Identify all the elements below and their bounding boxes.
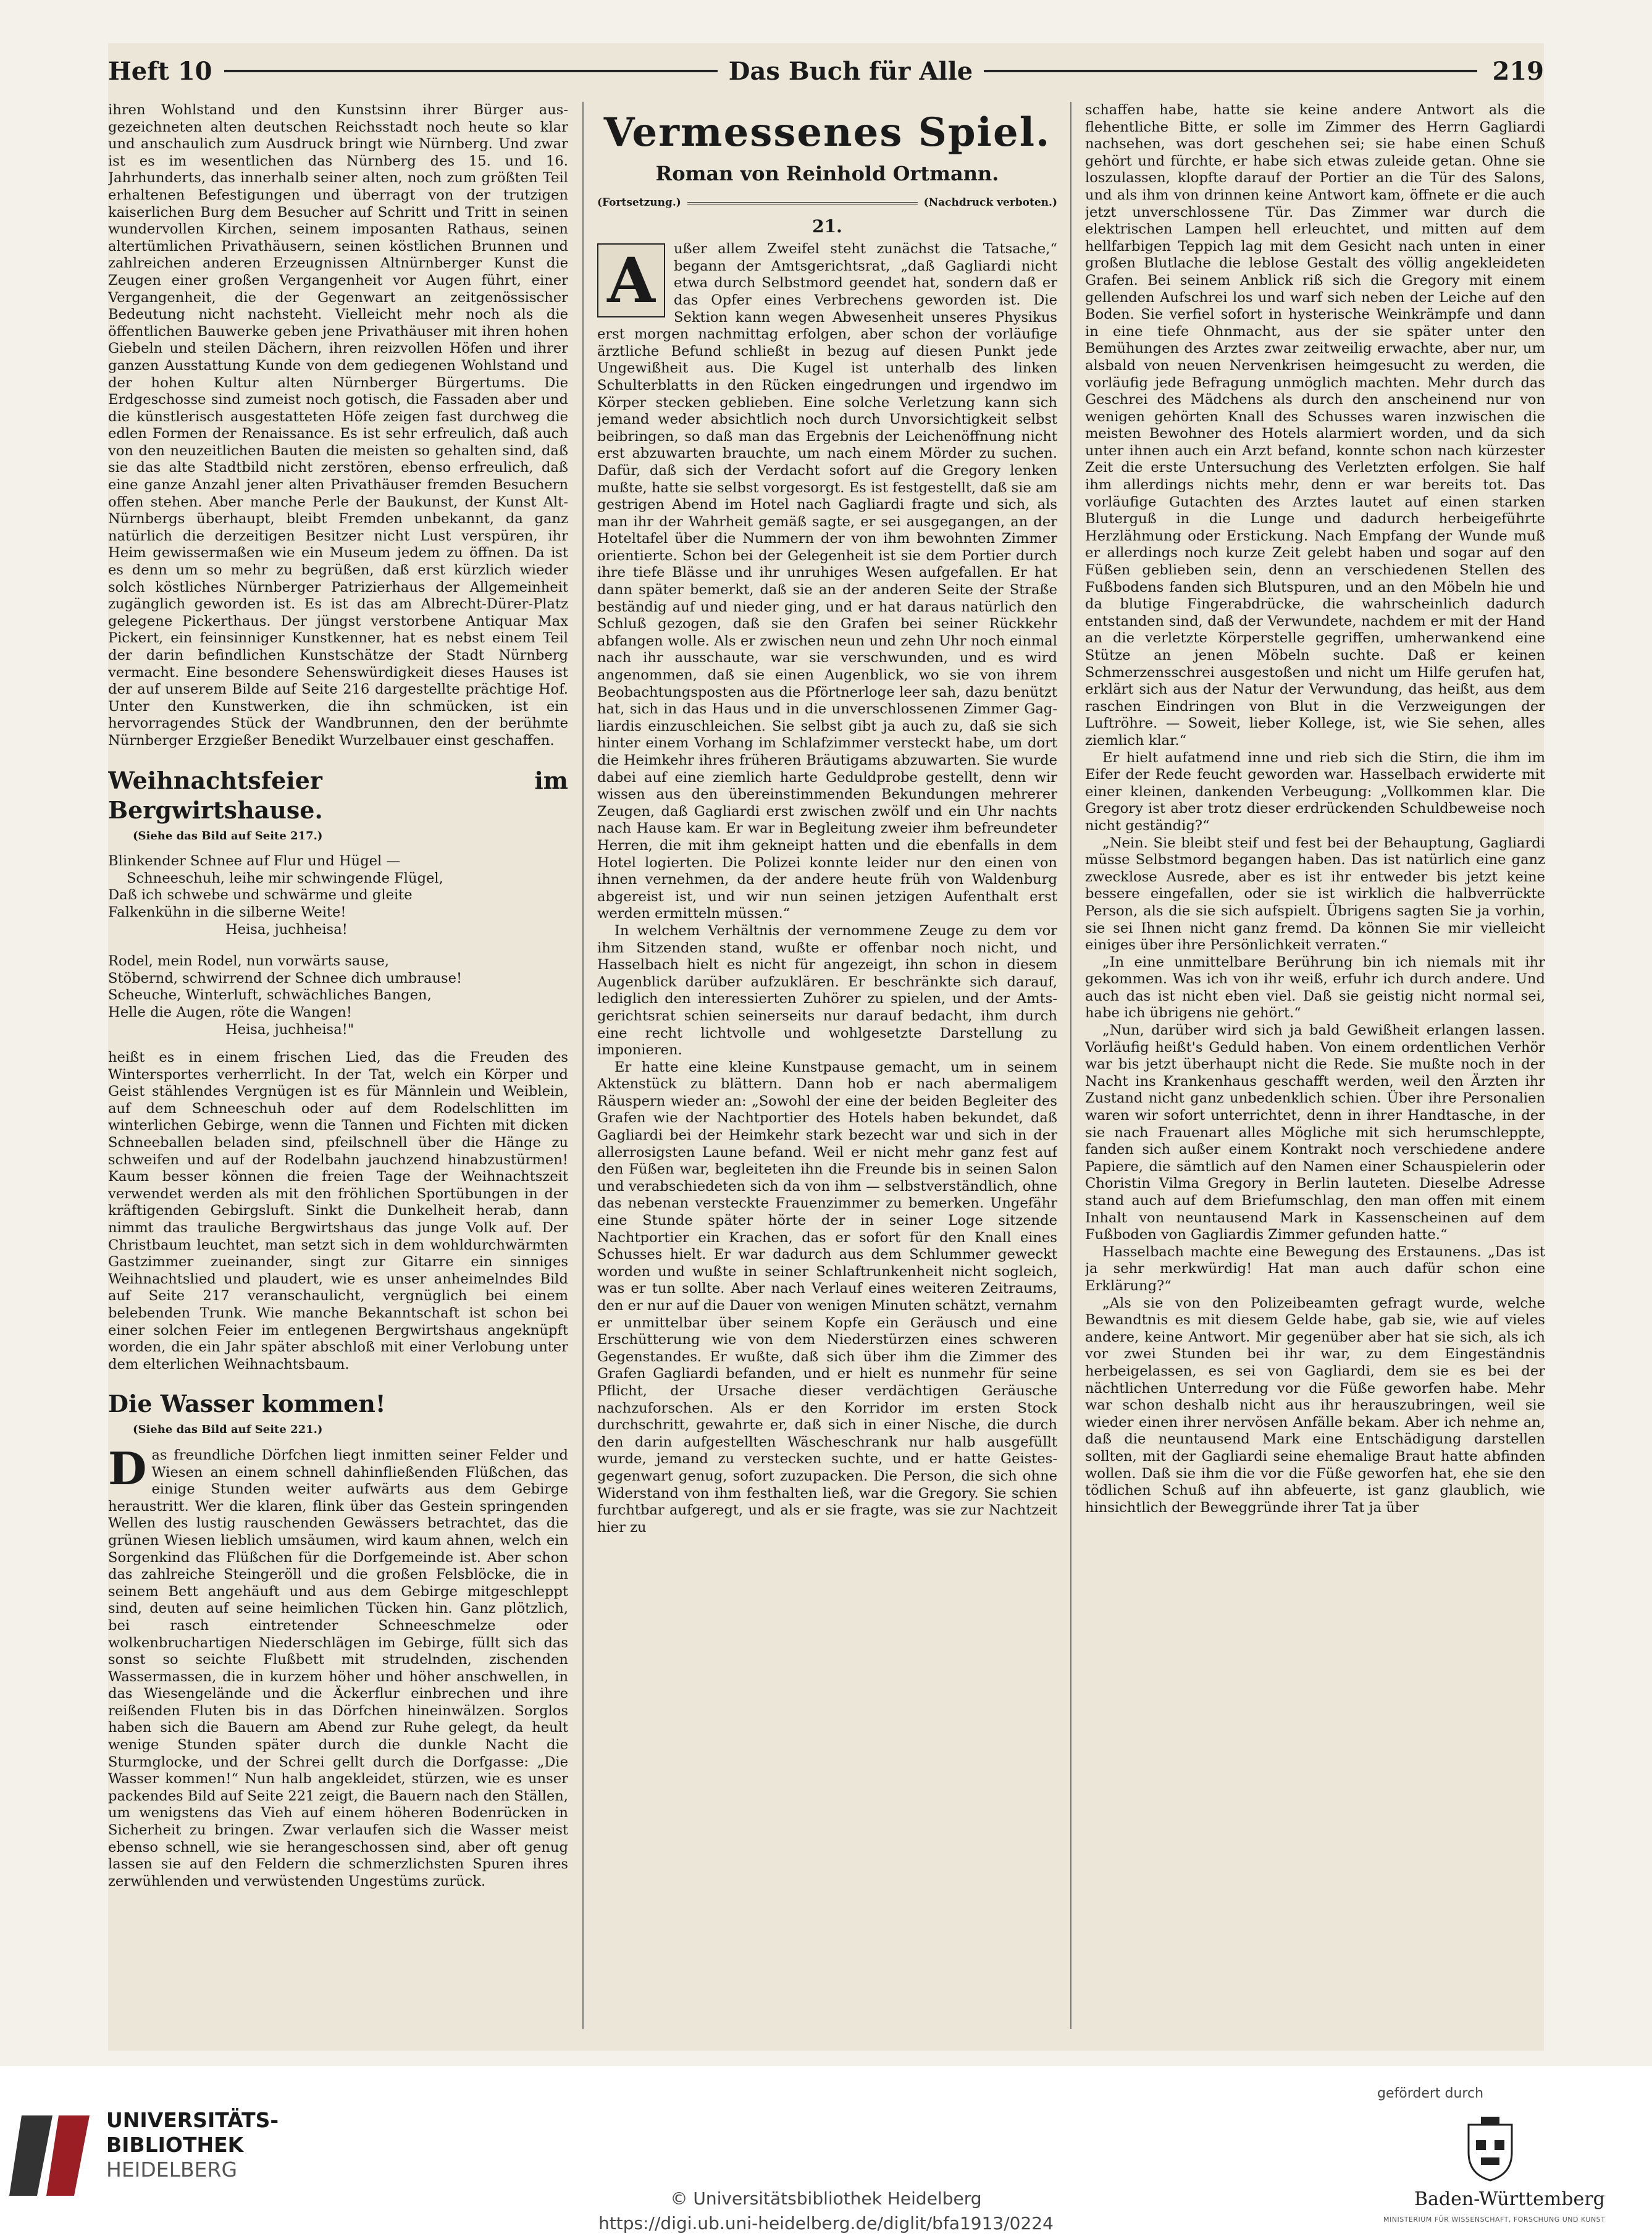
novel-paragraph: „Nein. Sie bleibt steif und fest bei der Behauptung, Gagliardi müsse Selbstmord begangen haben. Das ist natürlich eine ganz zwecklose Ausrede, aber es ist ihr entweder bis jetzt keine bessere eingefallen, oder sie ist wirklich die halbverrückte Person, als die sie sich aufspielt. Übrigens sagten Sie ja vorhin, sie sei Ihnen nicht ganz fremd. Da können Sie mir vielleicht einiges über ihre Persönlichkeit verraten.“ [1085, 834, 1545, 954]
novel-author: Roman von Reinhold Ortmann. [655, 162, 999, 185]
header-rule-left [224, 70, 718, 72]
wasser-article-text: as freundliche Dörfchen liegt inmitten seiner Felder und Wiesen an einem schnell dahinfließenden Flüßchen, das einige Stunden weiter aufwärts aus dem Gebirge heraustritt. Wer die klaren, flink über das Gestein springenden Wellen des lustig rauschenden Gewässers betrachtet, das die grünen Wiesen lieblich umsäumen, wird kaum ahnen, welch ein Sorgenkind das Flüßchen für die Dorfgemeinde ist. Aber schon das zahlreiche Steingeröll und die großen Felsblöcke, die in seinem Bett angehäuft und aus dem Gebirge mitgeschleppt sind, deuten auf seine heimlichen Tücken hin. Ganz plötzlich, bei rasch eintretender Schneeschmelze oder wolkenbruchartigen Niederschlägen im Gebirge, füllt sich das sonst so seichte Flußbett mit strudelnden, zischenden Wassermassen, die in kurzem höher und höher anschwellen, in das Wiesengelände und die Äckerflur einbrechen und ihre reißenden Fluten bis in das Dörfchen hineinwälzen. Sorglos haben sich die Bauern am Abend zur Ruhe gelegt, da heult wenige Stunden später durch die dunkle Nacht die Sturmglocke, und der Schrei gellt durch die Dorfgasse: „Die Wasser kommen!“ Nun halb angekleidet, stürzen, wie es unser packendes Bild auf Seite 221 zeigt, die Bauern nach den Ställen, um wenigstens das Vieh auf einem höheren Bodenrücken in Sicherheit zu bringen. Zwar verlaufen sich die Wasser meist ebenso schnell, wie sie herangeschossen sind, aber oft genug lassen sie auf den Feldern die schmerzlichsten Spuren ihres zerwühlenden und verwüstenden Ungestüms zurück. [108, 1447, 568, 1889]
wasser-article [108, 1442, 568, 1890]
library-name-line: UNIVERSITÄTS- [106, 2108, 279, 2132]
column-middle [597, 102, 1057, 2029]
poem-line: Heisa, juchheisa! [225, 921, 348, 938]
reprint-notice: (Nachdruck verboten.) [923, 196, 1057, 209]
poem-line: Helle die Augen, röte die Wangen! [108, 1004, 352, 1020]
section-note-wasser: (Siehe das Bild auf Seite 221.) [133, 1423, 323, 1437]
section-title-wasser: Die Wasser kommen! [108, 1390, 386, 1418]
poem-line: Rodel, mein Rodel, nun vorwärts sause, [108, 953, 390, 970]
poem-line: Schneeschuh, leihe mir schwingende Flügel, [127, 870, 443, 886]
poem-line: Scheuche, Winterluft, schwächliches Bangen, [108, 987, 432, 1004]
issue-label: Heft 10 [108, 56, 212, 86]
journal-title: Das Buch für Alle [728, 56, 973, 86]
header-rule-right [984, 70, 1477, 72]
wintersport-article: heißt es in einem frischen Lied, das die Freuden des Wintersportes verherrlicht. In der Tat, welch ein Körper und Geist stählendes Vergnügen ist es für Männlein und Weiblein, auf dem Schneeschuh oder auf dem Rodelschlitten im winterlichen Gebirge, wenn die Tannen und Fichten mit dicken Schneeballen beladen sind, pfeilschnell über die Hänge zu schweifen und auf der Rodelbahn jauchzend hinabzustürmen! Kaum besser können die freien Tage der Weihnachtszeit verwendet werden als mit den fröhlichen Sportübungen in der kräftigenden Gebirgsluft. Sinkt die Dunkelheit herab, dann nimmt das trauliche Bergwirtshaus das junge Volk auf. Der Christbaum leuchtet, man setzt sich in dem wohldurchwärmten Gastzimmer zueinander, singt zur Gitarre ein sinniges Weihnachtslied und plaudert, wie es unser anheimelndes Bild auf Seite 217 veranschaulicht, vergnüglich bei einem belebenden Trunk. Wie manche Bekanntschaft ist schon bei einer solchen Feier im entlegenen Bergwirtshaus angeknüpft worden, die ein Jahr später abschloß mit einer Verlobung unter dem elterlichen Weihnachtsbaum. [108, 1049, 568, 1372]
library-name-line: HEIDELBERG [106, 2157, 238, 2182]
column-rule-2 [1070, 102, 1071, 2029]
novel-paragraph: Er hatte eine kleine Kunstpause gemacht, um in seinem Aktenstück zu blättern. Dann hob er nach abermaligem Räuspern wieder an: „Sowohl der eine der beiden Begleiter des Grafen wie der Nachtportier des Hotels haben bekundet, daß Gagliardi bei der Heimkehr stark bezecht war und sich in der allerrosigsten Laune befand. Weil er nicht mehr ganz fest auf den Füßen war, begleiteten ihn die Freunde bis in seinen Salon und verabschiedeten sich da von ihm — selbstverständlich, ohne das nebenan versteckte Frauenzimmer zu bemerken. Ungefähr eine Stunde später hörte der in seiner Loge sitzende Nachtportier ein Krachen, das er sofort für den Knall eines Schusses hielt. Er war dadurch aus dem Schlummer geweckt worden und wußte in seiner Schlaftrunkenheit nicht sogleich, was er tun sollte. Aber nach Verlauf eines weiteren Zeitraums, den er nur auf die Dauer von wenigen Minuten schätzt, vernahm er unmittelbar über seinem Kopfe ein Geräusch und eine Erschütterung wie von dem Niederstürzen eines schweren Gegenstandes. Er wußte, daß sich über ihm die Zimmer des Grafen Gagliardi befanden, und er hielt es nunmehr für seine Pflicht, der Ursache dieser verdächtigen Geräusche nachzuforschen. Als er den Korridor im ersten Stock durchschritt, gewahrte er, daß sich in einer Nische, die durch den darin aufgestellten Wäscheschrank nur halb ausgefüllt wurde, jemand zu verstecken suchte, und er hatte Geistesgegenwart genug, sofort zuzupacken. Die Person, die sich ohne Widerstand von ihm festhalten ließ, war die Gregory. Sie schien furchtbar aufgeregt, und als er sie fragte, was sie zur Nachtzeit hier zu [597, 1059, 1057, 1535]
novel-paragraph [597, 241, 1057, 923]
novel-paragraph: „Als sie von den Polizeibeamten gefragt wurde, welche Bewandtnis es mit diesem Gelde habe, gab sie, wie auf vieles andere, keine Antwort. Mir gegenüber aber hat sie sich, als ich vor zwei Stunden bei ihr war, zu dem Eingeständnis herbeigelassen, es sei von Gagliardi, dem sie es bei der nächtlichen Unterredung vor die Füße geworfen habe. Mehr war schon deshalb nicht aus ihr herauszubringen, weil sie wieder einen ihrer nervösen Anfälle bekam. Aber ich nehme an, daß die neuntausend Mark eine Entschädigung darstellen sollten, mit der Gagliardi seine ehemalige Braut hatte abfinden wollen. Daß sie ihm die vor die Füße geworfen hat, ehe sie den tödlichen Schuß auf ihn abfeuerte, ist ganz glaublich, wie hinsichtlich der Beweggründe ihrer Tat ja über [1085, 1295, 1545, 1516]
column-left [108, 102, 568, 2029]
funder-name: Baden-Württemberg [1414, 2188, 1605, 2210]
page-header [108, 49, 1544, 93]
continuation-rule [687, 202, 918, 204]
column-rule-1 [582, 102, 584, 2029]
continuation-row [597, 195, 1057, 212]
novel-paragraph-text: ußer allem Zweifel steht zunächst die Tatsache,“ begann der Amtsgerichtsrat, „daß Gagliardi nicht etwa durch Selbstmord geendet hat, sondern daß er das Opfer eines Verbrechens geworden ist. Die Sektion kann wegen Abwesenheit unseres Physikus erst morgen nachmittag erfolgen, aber schon der vorläufige ärztliche Befund schließt in bezug auf diesen Punkt jede Ungewißheit aus. Die Kugel ist unterhalb des linken Schulterblatts in den Rücken eingedrungen und irgendwo im Körper stecken geblieben. Eine solche Verletzung kann sich jemand weder absichtlich noch durch Unvorsichtigkeit selbst beibringen, so daß man das Ergebnis der Leichenöffnung nicht erst abzuwarten brauchte, um nach einem Mörder zu suchen. Dafür, daß sich der Verdacht sofort auf die Gregory lenken mußte, hatte sie selbst vorgesorgt. Es ist festgestellt, daß sie am gestrigen Abend im Hotel nach Gagliardi fragte und sich, als man ihr der Wahrheit gemäß sagte, er sei ausgegangen, an der Hoteltafel über die Nummern der von ihm bewohnten Zimmer orientierte. Schon bei der Gelegenheit ist sie dem Portier durch ihre tiefe Blässe und ihr unruhiges Wesen aufgefallen. Er hat dann später bemerkt, daß sie an der anderen Seite der Straße beständig auf und nieder ging, und er hat daraus natürlich den Schluß gezogen, daß sie den Grafen bei seiner Rückkehr abfangen wolle. Als er zwischen neun und zehn Uhr noch einmal nach ihr ausschaute, war sie verschwunden, und es wird angenommen, daß sie einen Augenblick, wo sie von ihrem Beobachtungsposten aus die Pförtnerloge leer sah, dazu benützt hat, sich in das Haus und in die unverschlossenen Zimmer Gagliardis einzuschleichen. Sie selbst gibt ja auch zu, daß sie sich hinter einem Vorhang im Schlafzimmer versteckt habe, um dort die Heimkehr ihres früheren Bräutigams abzuwarten. Sie wurde dabei auf eine ziemlich harte Geduldprobe gestellt, denn wir wissen aus den übereinstimmenden Bekundungen mehrerer Zeugen, daß Gagliardi erst zwischen zwölf und ein Uhr nachts nach Hause kam. Er war in Begleitung zweier ihm befreundeter Herren, die mit ihm gekneipt hatten und die ebenfalls in dem Hotel logierten. Die Polizei konnte leider nur den einen von ihnen vernehmen, da der andere heute früh von Waldenburg abgereist ist, und wir nun seinen jetzigen Aufenthalt erst werden ermitteln müssen.“ [597, 241, 1057, 922]
poem-line: Falkenkühn in die silberne Weite! [108, 904, 346, 920]
copyright-notice: © Universitätsbibliothek Heidelberg [670, 2188, 982, 2209]
novel-paragraph: In welchem Verhältnis der vernommene Zeuge zu dem vor ihm Sitzenden stand, wußte er offenbar noch nicht, und Hasselbach hielt es nicht für angezeigt, ihn schon in diesem Augenblick darüber aufzuklären. Er beschränkte sich darauf, lediglich den interessierten Zuhörer zu spielen, und der Amtsgerichtsrat schien seinerseits nur darauf bedacht, ihm durch eine recht lichtvolle und wohlgesetzte Darstellung zu imponieren. [597, 922, 1057, 1059]
funding-label: gefördert durch [1377, 2086, 1484, 2101]
section-note-weihnachtsfeier: (Siehe das Bild auf Seite 217.) [133, 829, 323, 842]
continuation-label: (Fortsetzung.) [597, 196, 681, 209]
poem-stanza-gap [108, 938, 568, 953]
library-name [106, 2108, 279, 2182]
permalink[interactable]: https://digi.ub.uni-heidelberg.de/diglit/bfa1913/0224 [598, 2213, 1054, 2233]
novel-paragraph: „Nun, darüber wird sich ja bald Gewißheit erlangen lassen. Vorläufig heißt's Geduld haben. Von einem ordentlichen Verhör war bis jetzt überhaupt nicht die Rede. Sie mußte noch in der Nacht ins Krankenhaus geschafft werden, weil den Ärzten ihr Zustand nicht ganz unbedenklich schien. Über ihre Personalien waren wir sofort unterrichtet, denn in ihrer Handtasche, in der sie nach Frauenart alles Mögliche mit sich herumschleppte, fanden sich außer einem Kontrakt noch verschiedene andere Papiere, die sämtlich auf den Namen einer Schauspielerin oder Choristin Vilma Gregory in Berlin lauteten. Dieselbe Adresse stand auch auf dem Briefumschlag, den man offen mit einem Inhalt von neuntausend Mark in Kassenscheinen auf dem Fußboden von Gagliardis Zimmer gefunden hatte.“ [1085, 1022, 1545, 1243]
chapter-number: 21. [812, 216, 842, 237]
viewer-footer [0, 2066, 1652, 2239]
ornamental-initial: A [597, 243, 665, 317]
section-title-weihnachtsfeier: Weihnachtsfeier im Bergwirtshause. [108, 766, 568, 824]
novel-paragraph: Er hielt aufatmend inne und rieb sich die Stirn, die ihm im Eifer der Rede feucht geworden war. Hasselbach erwiderte mit einer kleinen, dankenden Verbeugung: „Vollkommen klar. Die Gregory ist aber trotz dieser erdrückenden Schuldbeweise noch nicht geständig?“ [1085, 749, 1545, 834]
novel-title: Vermessenes Spiel. [603, 109, 1051, 156]
poem-line: Daß ich schwebe und schwärme und gleite [108, 887, 413, 904]
library-name-line: BIBLIOTHEK [106, 2133, 244, 2157]
scanned-page [108, 43, 1544, 2051]
poem-line: Heisa, juchheisa!" [225, 1021, 354, 1038]
drop-cap: D [108, 1442, 147, 1495]
novel-paragraph: „In eine unmittelbare Berührung bin ich niemals mit ihr gekommen. Was ich von ihr weiß, erfuhr ich durch andere. Und auch das ist nicht eben viel. Daß sie geistig nicht normal sei, habe ich übrigens nie gehört.“ [1085, 954, 1545, 1022]
poem-line: Stöbernd, schwirrend der Schnee dich umbrause! [108, 970, 463, 986]
novel-paragraph: Hasselbach machte eine Bewegung des Erstaunens. „Das ist ja sehr merkwürdig! Hat man auch dafür schon eine Erklärung?“ [1085, 1243, 1545, 1294]
coat-of-arms-icon [1456, 2115, 1524, 2183]
novel-paragraph: schaffen habe, hatte sie keine andere Antwort als die flehentliche Bitte, er solle im Zimmer des Herrn Gagliardi nachsehen, was dort geschehen sei; sie habe einen Schuß gehört und fürchte, er habe sich etwas zuleide getan. Ohne sie loszulassen, klopfte darauf der Portier an die Tür des Salons, und als ihm von drinnen keine Antwort kam, öffnete er die auch jetzt unverschlossene Tür. Das Zimmer war durch die elektrischen Lampen hell erleuchtet, und mitten auf dem hellfarbigen Teppich lag mit dem Gesicht nach unten in einer großen Blutlache die leblose Gestalt des völlig angekleideten Grafen. Bei seinem Anblick riß sich die Gregory mit einem gellenden Aufschrei los und warf sich neben der Leiche auf den Boden. Sie verfiel sofort in hysterische Weinkrämpfe und dann in eine tiefe Ohnmacht, aus der sie später unter den Bemühungen des Arztes zwar zeitweilig erwachte, aber nur, um alsbald von neuen Nervenkrisen heimgesucht zu werden, die vorläufig jede Befragung unmöglich machten. Mehr durch das Geschrei des Mädchens als durch den anscheinend nur von wenigen gehörten Knall des Schusses waren inzwischen die meisten Bewohner des Hotels alarmiert worden, und da sich unter ihnen auch ein Arzt befand, konnte schon nach kürzester Zeit die erste Untersuchung des Verletzten erfolgen. Sie half ihm allerdings nichts mehr, denn er war bereits tot. Das vorläufige Gutachten des Arztes lautet auf einen starken Bluterguß in die Lunge und dadurch herbeigeführte Herzlähmung oder Erstickung. Nach Empfang der Wunde muß er allerdings noch kurze Zeit gelebt haben und sogar auf den Füßen geblieben sein, denn an verschiedenen Stellen des Fußbodens fanden sich Blutspuren, und an den Möbeln hie und da blutige Fingerabdrücke, die wahrscheinlich dadurch entstanden sind, daß der Verwundete, nachdem er mit der Hand an die verletzte Körperstelle gegriffen, umherwankend eine Stütze an jenen Möbeln suchte. Daß er keinen Schmerzensschrei ausgestoßen und nicht um Hilfe gerufen hat, erklärt sich aus der Natur der Verwundung, das heißt, aus dem raschen Eindringen von Blut in die Verzweigungen der Luftröhre. — Soweit, lieber Kollege, ist, wie Sie sehen, alles ziemlich klar.“ [1085, 102, 1545, 749]
poem-line: Blinkender Schnee auf Flur und Hügel — [108, 853, 401, 870]
nuremberg-article: ihren Wohlstand und den Kunstsinn ihrer Bürger ausgezeichneten alten deutschen Reichsstadt noch heute so klar und anschaulich zum Ausdruck bringt wie Nürnberg. Und zwar ist es im wesentlichen das Nürnberg des 15. und 16. Jahrhunderts, das innerhalb seiner alten, noch zum größten Teil erhaltenen Befestigungen und überragt von der trutzigen kaiserlichen Burg dem Besucher auf Schritt und Tritt in seinen wundervollen Kirchen, seinem imposanten Rathaus, seinen altertümlichen Privathäusern, seinen köstlichen Brunnen und zahlreichen anderen Erzeugnissen Altnürnberger Kunst die Zeugen einer großen Vergangenheit vor Augen führt, einer Vergangenheit, die der Gegenwart an zeitgenössischer Bedeutung nicht nachsteht. Vielleicht mehr noch als die öffentlichen Bauwerke geben jene Privathäuser mit ihren hohen Giebeln und steilen Dächern, ihren reizvollen Höfen und ihrer ganzen Ausstattung Kunde von dem gediegenen Wohlstand und der hohen Kultur alten Nürnberger Bürgertums. Die Erdgeschosse sind zumeist noch gotisch, die Fassaden aber und die künstlerisch ausgestatteten Höfe zeigen fast durchweg die edlen Formen der Renaissance. Es ist sehr erfreulich, daß auch von den neuzeitlichen Bauten die meisten so gehalten sind, daß sie das alte Stadtbild nicht zerstören, ebenso erfreulich, daß eine ganze Anzahl jener alten Privathäuser fremden Besuchern offen stehen. Aber manche Perle der Baukunst, der Kunst Alt-Nürnbergs überhaupt, bleibt Fremden unbekannt, da ganz natürlich die derzeitigen Besitzer nicht Lust verspüren, ihr Heim gewissermaßen wie ein Museum jedem zu öffnen. Da ist es denn um so mehr zu begrüßen, daß erst kürzlich wieder solch köstliches Nürnberger Patrizierhaus der Allgemeinheit zugänglich geworden ist. Es ist das am Albrecht-Dürer-Platz gelegene Pickerthaus. Der jüngst verstorbene Antiquar Max Pickert, ein feinsinniger Kunstkenner, hat es nebst einem Teil der darin befindlichen Kunstschätze der Stadt Nürnberg vermacht. Eine besondere Sehenswürdigkeit dieses Hauses ist der auf unserem Bilde auf Seite 216 dargestellte prächtige Hof. Unter den Kunstwerken, die ihn schmücken, ist ein hervorragendes Stück der Wandbrunnen, den der berühmte Nürnberger Erzgießer Benedikt Wurzelbauer einst geschaffen. [108, 102, 568, 749]
funder-ministry: MINISTERIUM FÜR WISSENSCHAFT, FORSCHUNG UND KUNST [1383, 2216, 1606, 2224]
poem [108, 853, 568, 1038]
column-right [1085, 102, 1545, 2029]
page-number: 219 [1492, 56, 1544, 86]
